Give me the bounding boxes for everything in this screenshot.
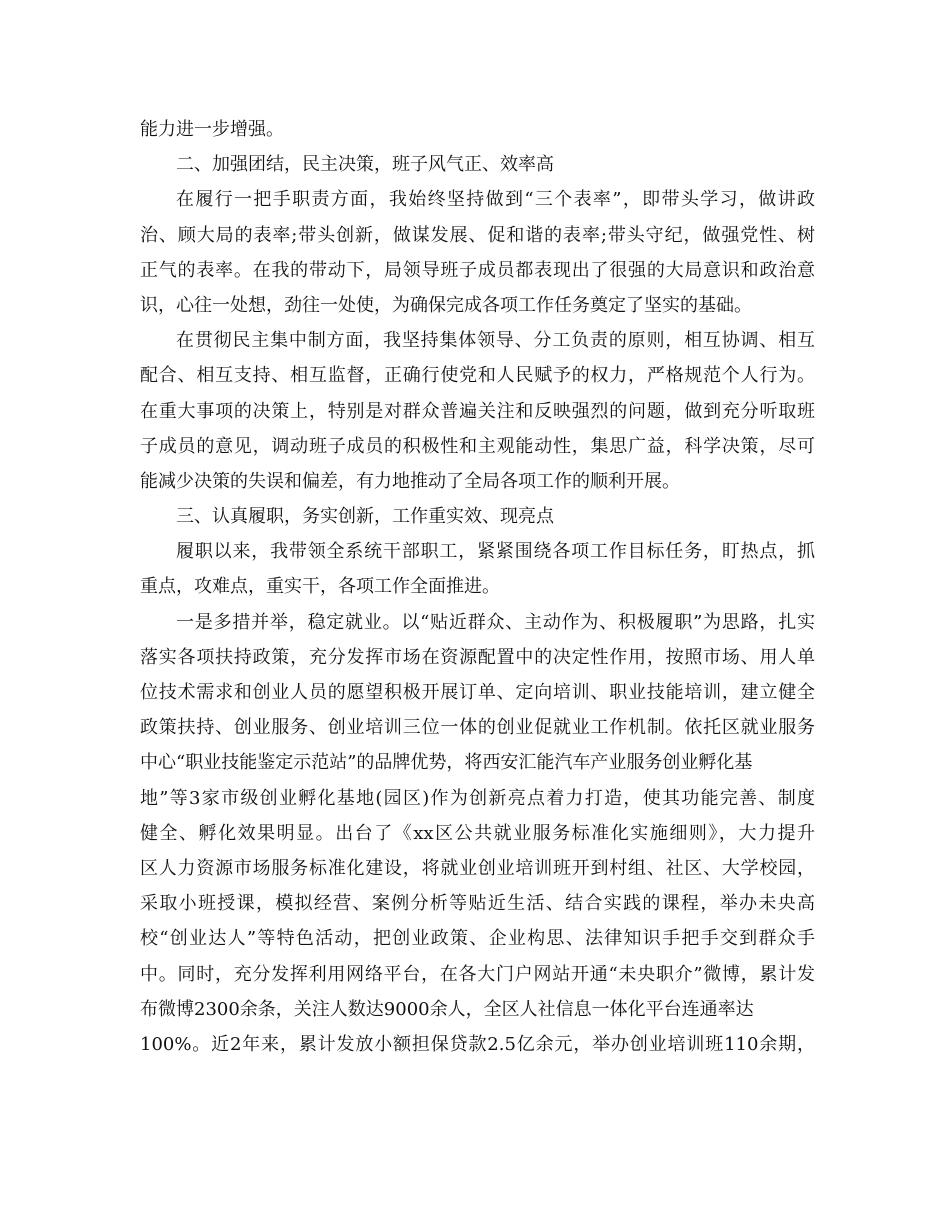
text-line: 重点，攻难点，重实干，各项工作全面推进。 [140, 576, 500, 598]
text-line: 履职以来，我带领全系统干部职工，紧紧围绕各项工作目标任务，盯热点，抓 [176, 541, 815, 563]
document-body [140, 112, 815, 1062]
text-line: 采取小班授课，模拟经营、案例分析等贴近生活、结合实践的课程，举办未央高 [140, 893, 815, 915]
text-line: 区人力资源市场服务标准化建设，将就业创业培训班开到村组、社区、大学校园， [140, 857, 815, 879]
text-line: 政策扶持、创业服务、创业培训三位一体的创业促就业工作机制。依托区就业服务 [140, 717, 815, 739]
text-line: 100%。近2年来，累计发放小额担保贷款2.5亿余元，举办创业培训班110余期， [140, 1033, 815, 1055]
text-line: 地”等3家市级创业孵化基地(园区)作为创新亮点着力打造，使其功能完善、制度 [140, 787, 815, 809]
text-line: 子成员的意见，调动班子成员的积极性和主观能动性，集思广益，科学决策，尽可 [140, 435, 815, 457]
text-line: 位技术需求和创业人员的愿望积极开展订单、定向培训、职业技能培训，建立健全 [140, 682, 815, 703]
section-heading: 二、加强团结，民主决策，班子风气正、效率高 [176, 154, 554, 176]
text-line: 识，心往一处想，劲往一处使，为确保完成各项工作任务奠定了坚实的基础。 [140, 294, 752, 316]
text-line: 一是多措并举，稳定就业。以“贴近群众、主动作为、积极履职”为思路，扎实 [176, 611, 815, 633]
text-line: 能减少决策的失误和偏差，有力地推动了全局各项工作的顺利开展。 [140, 470, 680, 492]
text-line: 中。同时，充分发挥利用网络平台，在各大门户网站开通“未央职介”微博，累计发 [140, 963, 815, 985]
text-line: 中心“职业技能鉴定示范站”的品牌优势，将西安汇能汽车产业服务创业孵化基 [140, 752, 753, 774]
text-line: 在重大事项的决策上，特别是对群众普遍关注和反映强烈的问题，做到充分听取班 [140, 400, 815, 422]
text-line: 在贯彻民主集中制方面，我坚持集体领导、分工负责的原则，相互协调、相互 [176, 330, 815, 352]
text-line: 配合、相互支持、相互监督，正确行使党和人民赋予的权力，严格规范个人行为。 [140, 365, 815, 387]
text-line: 布微博2300余条，关注人数达9000余人，全区人社信息一体化平台连通率达 [140, 998, 754, 1020]
section-heading: 三、认真履职，务实创新，工作重实效、现亮点 [176, 506, 554, 528]
text-line: 在履行一把手职责方面，我始终坚持做到“三个表率”，即带头学习，做讲政 [176, 189, 815, 211]
text-line: 校“创业达人”等特色活动，把创业政策、企业构思、法律知识手把手交到群众手 [140, 928, 815, 950]
text-line: 治、顾大局的表率;带头创新，做谋发展、促和谐的表率;带头守纪，做强党性、树 [140, 224, 815, 246]
text-line: 正气的表率。在我的带动下，局领导班子成员都表现出了很强的大局意识和政治意 [140, 259, 815, 281]
text-line: 健全、孵化效果明显。出台了《xx区公共就业服务标准化实施细则》，大力提升 [140, 822, 815, 844]
text-line: 落实各项扶持政策，充分发挥市场在资源配置中的决定性作用，按照市场、用人单 [140, 646, 815, 668]
text-line: 能力进一步增强。 [140, 119, 284, 140]
